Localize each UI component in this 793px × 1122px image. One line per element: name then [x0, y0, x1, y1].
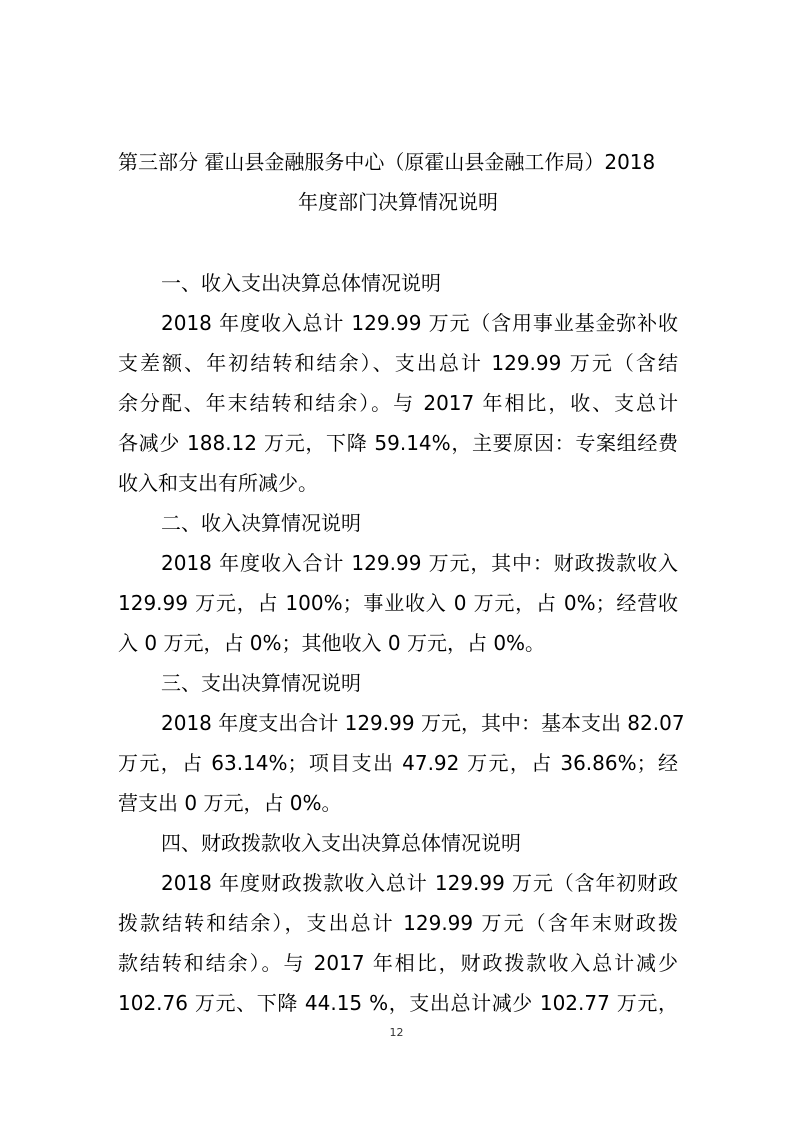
paragraph-line: 129.99 万元，占 100%；事业收入 0 万元，占 0%；经营收	[118, 591, 678, 615]
paragraph-line: 2018 年度支出合计 129.99 万元，其中：基本支出 82.07	[161, 711, 685, 735]
section-heading-2: 二、收入决算情况说明	[161, 511, 361, 535]
paragraph-line: 收入和支出有所减少。	[118, 471, 318, 495]
section-heading-1: 一、收入支出决算总体情况说明	[161, 271, 441, 295]
page-number: 12	[389, 1026, 404, 1039]
page-title-line-2: 年度部门决算情况说明	[298, 190, 498, 214]
section-heading-4: 四、财政拨款收入支出决算总体情况说明	[161, 831, 521, 855]
paragraph-line: 各减少 188.12 万元，下降 59.14%，主要原因：专案组经费	[118, 431, 678, 455]
section-heading-3: 三、支出决算情况说明	[161, 671, 361, 695]
paragraph-line: 2018 年度财政拨款收入总计 129.99 万元（含年初财政	[161, 871, 678, 895]
paragraph-line: 拨款结转和结余），支出总计 129.99 万元（含年末财政拨	[118, 911, 678, 935]
paragraph-line: 2018 年度收入总计 129.99 万元（含用事业基金弥补收	[161, 311, 678, 335]
page-title-line-1: 第三部分 霍山县金融服务中心（原霍山县金融工作局）2018	[118, 150, 656, 174]
paragraph-line: 款结转和结余）。与 2017 年相比，财政拨款收入总计减少	[118, 951, 678, 975]
paragraph-line: 102.76 万元、下降 44.15 %，支出总计减少 102.77 万元，	[118, 991, 678, 1015]
paragraph-line: 入 0 万元，占 0%；其他收入 0 万元，占 0%。	[118, 631, 546, 655]
paragraph-line: 余分配、年末结转和结余）。与 2017 年相比，收、支总计	[118, 391, 678, 415]
paragraph-line: 支差额、年初结转和结余）、支出总计 129.99 万元（含结	[118, 351, 678, 375]
paragraph-line: 万元，占 63.14%；项目支出 47.92 万元，占 36.86%；经	[118, 751, 678, 775]
paragraph-line: 营支出 0 万元，占 0%。	[118, 791, 342, 815]
paragraph-line: 2018 年度收入合计 129.99 万元，其中：财政拨款收入	[161, 551, 678, 575]
